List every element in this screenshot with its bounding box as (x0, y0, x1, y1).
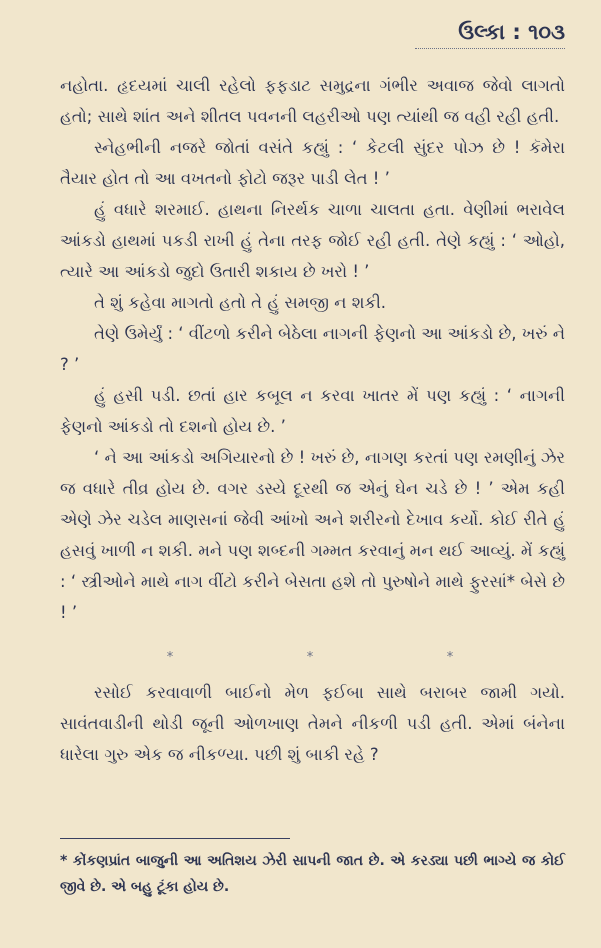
paragraph: રસોઈ કરવાવાળી બાઈનો મેળ ફઈબા સાથે બરાબર જામી ગયો. સાવંતવાડીની થોડી જૂની ઓળખાણ તેમને નીકળી પડી હતી. એમાં બંનેના ધારેલા ગુરુ એક જ નીકળ્યા. પછી શું બાકી રહે ? (60, 683, 565, 764)
footnote: * કોંકણપ્રાંત બાજુની આ અતિશય ઝેરી સાપની જાત છે. એ કરડ્યા પછી ભાગ્યે જ કોઈ જીવે છે. એ બહુ ટૂંકા હોય છે. (60, 853, 565, 895)
paragraph: હું હસી પડી. છતાં હાર કબૂલ ન કરવા ખાતર મેં પણ કહ્યું : ‘ નાગની ફેણનો આંકડો તો દશનો હોય છે. ’ (60, 386, 565, 436)
body-text (60, 70, 565, 770)
header-underline (415, 48, 565, 49)
separator-star: * (166, 650, 174, 665)
paragraph: તે શું કહેવા માગતો હતો તે હું સમજી ન શકી. (94, 293, 387, 312)
page-header: ઉલ્કા : ૧૦૩ (458, 20, 565, 44)
paragraph: ‘ ને આ આંકડો અગિયારનો છે ! ખરું છે, નાગણ કરતાં પણ રમણીનું ઝેર જ વધારે તીવ્ર હોય છે. વગર ડસ્યે દૂરથી જ એનું ઘેન ચડે છે ! ’ એમ કહી એણે ઝેર ચડેલ માણસનાં જેવી આંખો અને શરીરનો દેખાવ કર્યો. કોઈ રીતે હું હસવું ખાળી ન શકી. મને પણ શબ્દની ગમ્મત કરવાનું મન થઈ આવ્યું. મેં કહ્યું : ‘ સ્ત્રીઓને માથે નાગ વીંટો કરીને બેસતા હશે તો પુરુષોને માથે ફુરસાં* બેસે છે ! ’ (60, 448, 565, 622)
paragraph: સ્નેહભીની નજરે જોતાં વસંતે કહ્યું : ‘ કેટલી સુંદર પોઝ છે ! કૅમેરા તૈયાર હોત તો આ વખતનો ફોટો જરૂર પાડી લેત ! ’ (60, 138, 565, 188)
paragraph: હું વધારે શરમાઈ. હાથના નિરર્થક ચાળા ચાલતા હતા. વેણીમાં ભરાવેલ આંકડો હાથમાં પકડી રાખી હું તેના તરફ જોઈ રહી હતી. તેણે કહ્યું : ‘ ઓહો, ત્યારે આ આંકડો જુદો ઉતારી શકાય છે ખરો ! ’ (60, 200, 565, 281)
paragraph: તેણે ઉમેર્યું : ‘ વીંટળો કરીને બેઠેલા નાગની ફેણનો આ આંકડો છે, ખરું ને ? ’ (60, 324, 565, 374)
separator-star: * (446, 650, 454, 665)
separator-star: * (306, 650, 314, 665)
footnote-rule (60, 838, 290, 839)
section-separator (100, 642, 520, 673)
paragraph: નહોતા. હૃદયમાં ચાલી રહેલો ફફડાટ સમુદ્રના ગંભીર અવાજ જેવો લાગતો હતો; સાથે શાંત અને શીતલ પવનની લહરીઓ પણ ત્યાંથી જ વહી રહી હતી. (60, 76, 565, 126)
